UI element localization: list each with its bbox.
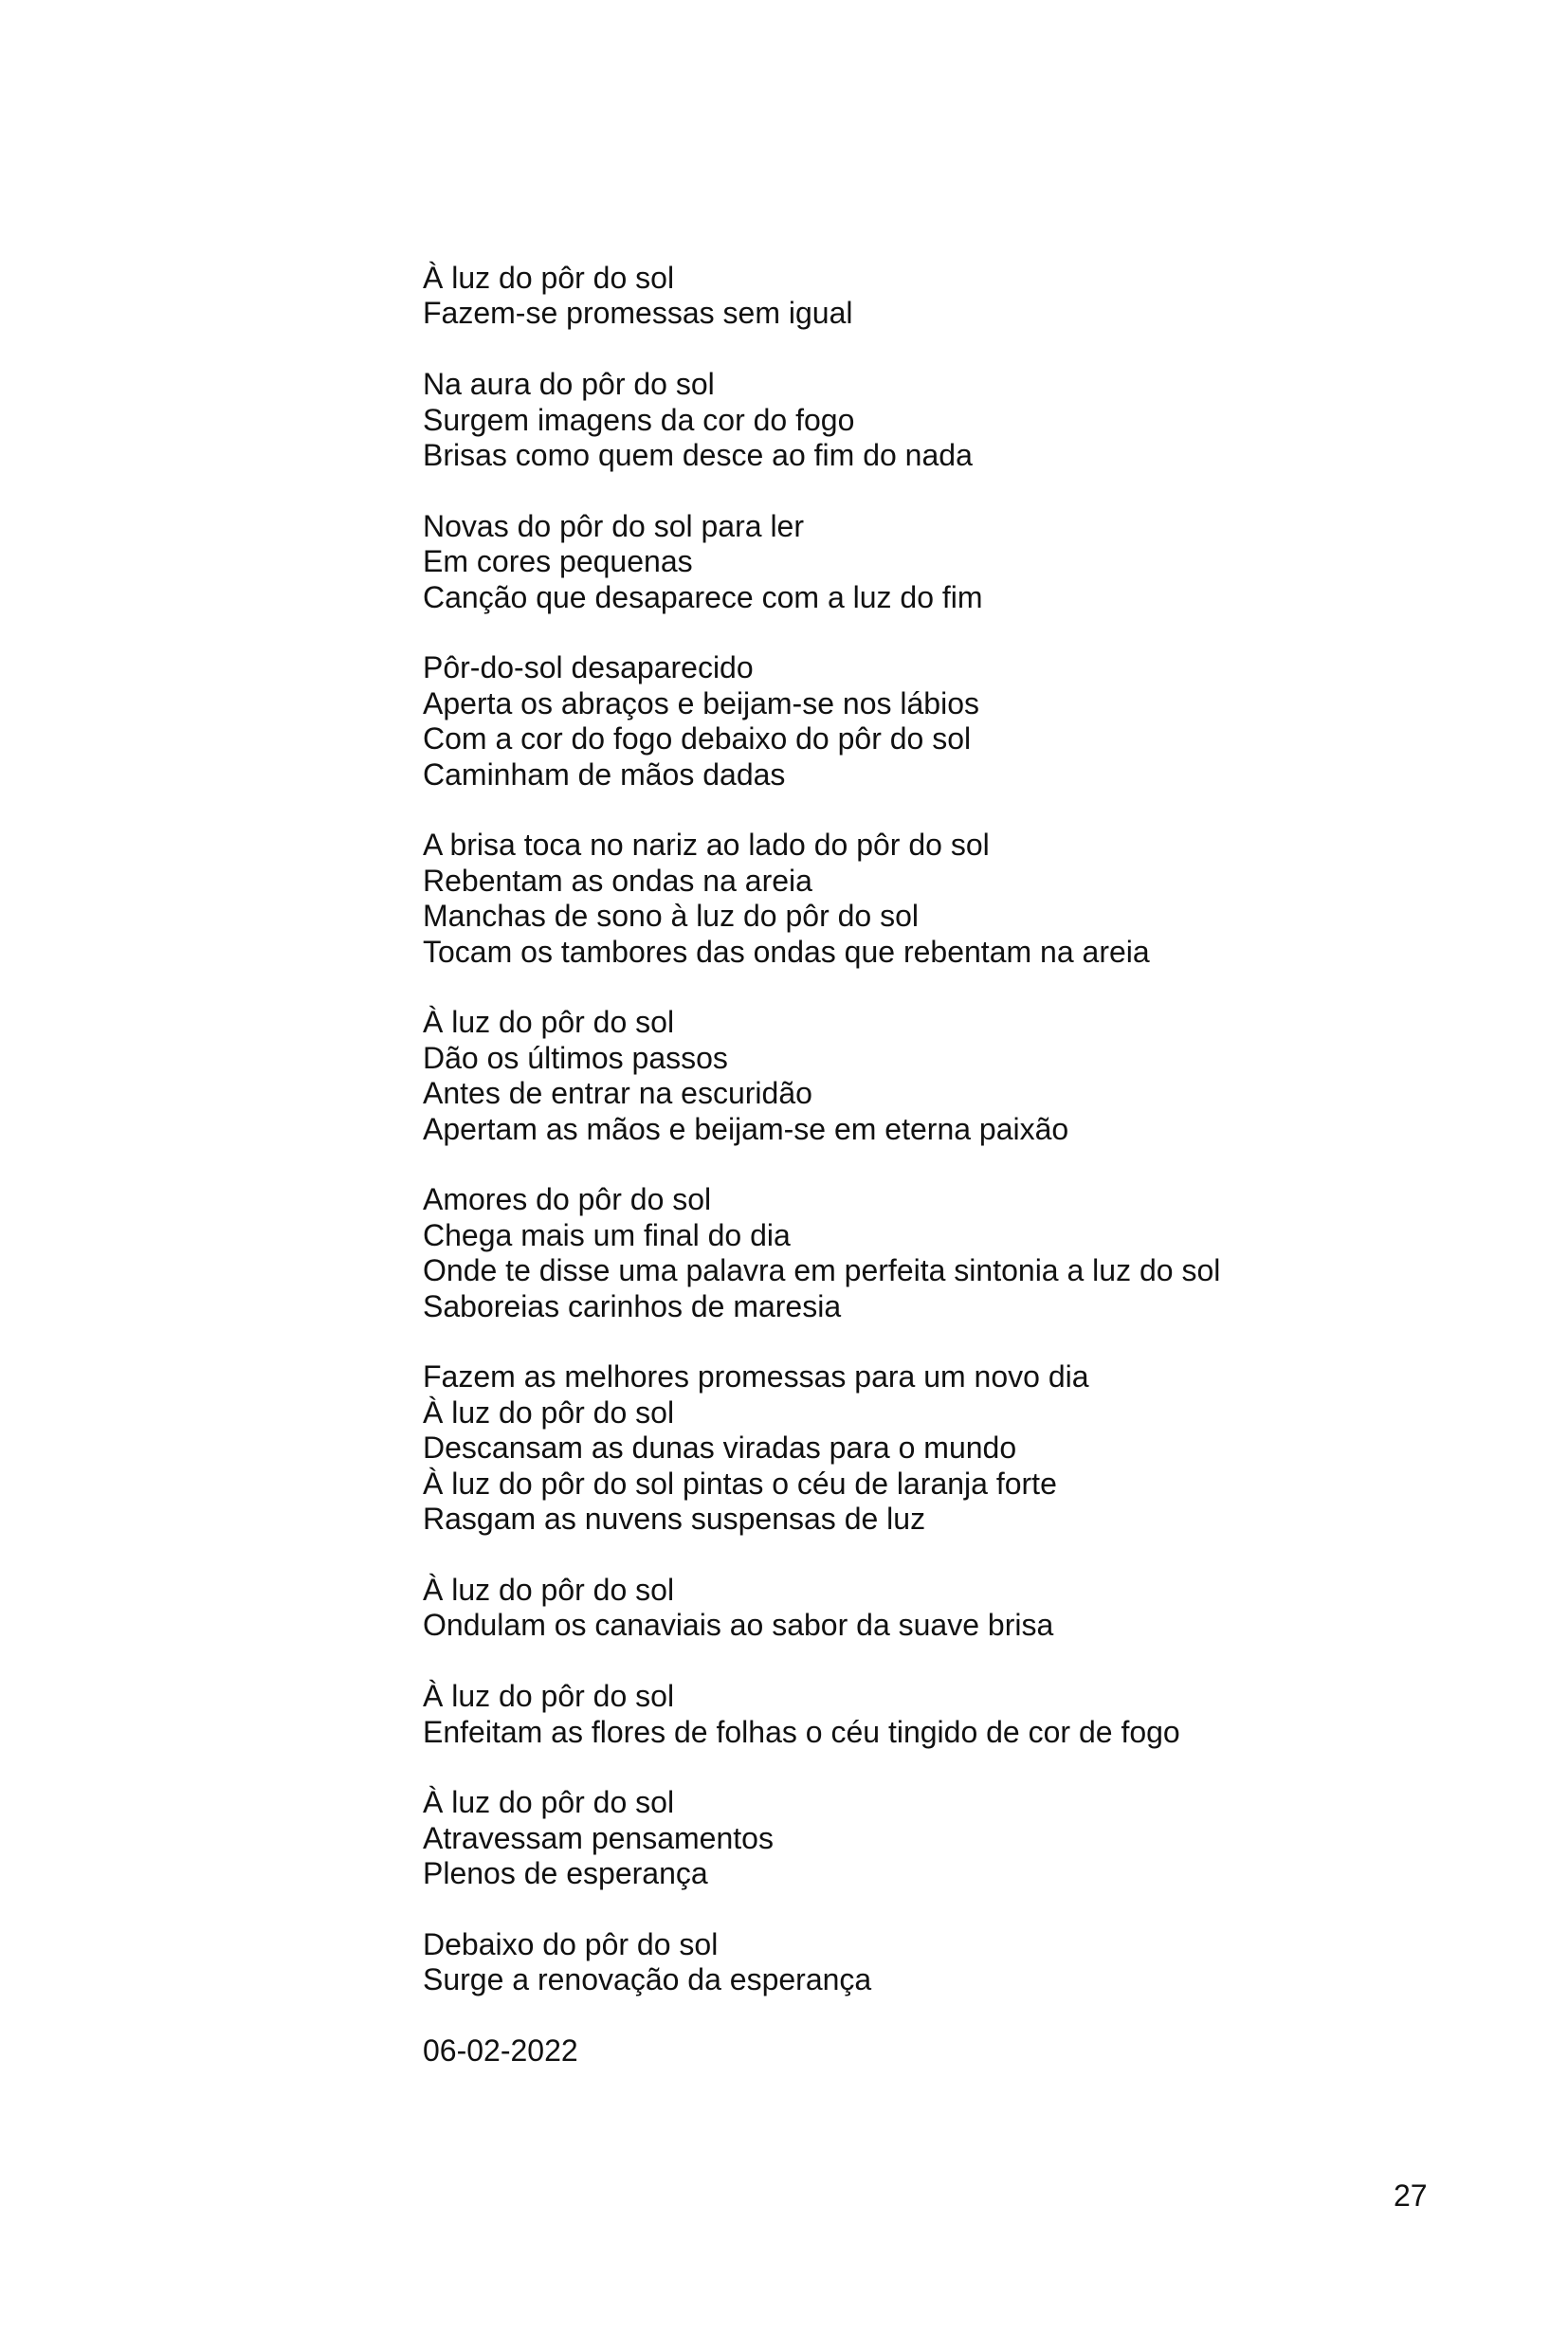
poem-line: Manchas de sono à luz do pôr do sol bbox=[423, 899, 919, 934]
poem-line: A brisa toca no nariz ao lado do pôr do sol bbox=[423, 828, 990, 863]
poem-line: Plenos de esperança bbox=[423, 1856, 708, 1891]
poem-line: Novas do pôr do sol para ler bbox=[423, 508, 804, 543]
poem-line: Em cores pequenas bbox=[423, 544, 693, 579]
stanza bbox=[423, 1182, 1466, 1324]
poem-line: À luz do pôr do sol bbox=[423, 1005, 675, 1040]
poem-line: Amores do pôr do sol bbox=[423, 1182, 712, 1217]
poem-line: À luz do pôr do sol bbox=[423, 261, 675, 295]
poem-line: Canção que desaparece com a luz do fim bbox=[423, 579, 983, 614]
poem-line: Rasgam as nuvens suspensas de luz bbox=[423, 1502, 926, 1537]
poem-line: Chega mais um final do dia bbox=[423, 1217, 791, 1252]
poem-line: Onde te disse uma palavra em perfeita sintonia a luz do sol bbox=[423, 1253, 1221, 1288]
poem-body bbox=[423, 261, 1466, 2069]
poem-line: Saboreias carinhos de maresia bbox=[423, 1288, 842, 1323]
stanza bbox=[423, 1005, 1466, 1147]
poem-line: Dão os últimos passos bbox=[423, 1040, 728, 1075]
poem-line: Rebentam as ondas na areia bbox=[423, 863, 812, 898]
stanza bbox=[423, 828, 1466, 970]
stanza bbox=[423, 650, 1466, 793]
poem-line: Surge a renovação da esperança bbox=[423, 1962, 872, 1997]
stanza bbox=[423, 1927, 1466, 1998]
poem-line: Antes de entrar na escuridão bbox=[423, 1076, 812, 1111]
stanza bbox=[423, 1359, 1466, 1537]
stanza bbox=[423, 1679, 1466, 1750]
poem-line: Atravessam pensamentos bbox=[423, 1820, 774, 1855]
poem-line: À luz do pôr do sol bbox=[423, 1679, 675, 1714]
stanza bbox=[423, 509, 1466, 615]
poem-line: Ondulam os canaviais ao sabor da suave brisa bbox=[423, 1608, 1054, 1643]
poem-line: Debaixo do pôr do sol bbox=[423, 1926, 719, 1961]
poem-line: Surgem imagens da cor do fogo bbox=[423, 402, 855, 437]
poem-line: Brisas como quem desce ao fim do nada bbox=[423, 438, 973, 473]
poem-line: À luz do pôr do sol pintas o céu de laranja forte bbox=[423, 1466, 1057, 1501]
poem-date: 06-02-2022 bbox=[423, 2033, 578, 2069]
poem-line: Descansam as dunas viradas para o mundo bbox=[423, 1431, 1017, 1466]
poem-line: Aperta os abraços e beijam-se nos lábios bbox=[423, 685, 979, 720]
poem-line: À luz do pôr do sol bbox=[423, 1785, 675, 1820]
stanza bbox=[423, 1573, 1466, 1644]
stanza bbox=[423, 261, 1466, 332]
poem-line: Fazem-se promessas sem igual bbox=[423, 296, 853, 331]
poem-line: Apertam as mãos e beijam-se em eterna paixão bbox=[423, 1111, 1069, 1146]
poem-line: Tocam os tambores das ondas que rebentam na areia bbox=[423, 934, 1150, 969]
poem-line: À luz do pôr do sol bbox=[423, 1572, 675, 1607]
page-number: 27 bbox=[1394, 2178, 1428, 2213]
stanza bbox=[423, 367, 1466, 473]
poem-line: À luz do pôr do sol bbox=[423, 1394, 675, 1430]
poem-line: Enfeitam as flores de folhas o céu tingido de cor de fogo bbox=[423, 1714, 1180, 1749]
poem-line: Caminham de mãos dadas bbox=[423, 756, 786, 792]
stanza bbox=[423, 1785, 1466, 1891]
poem-line: Pôr-do-sol desaparecido bbox=[423, 650, 754, 685]
poem-line: Na aura do pôr do sol bbox=[423, 367, 715, 402]
poem-line: Com a cor do fogo debaixo do pôr do sol bbox=[423, 721, 972, 756]
poem-line: Fazem as melhores promessas para um novo dia bbox=[423, 1359, 1089, 1394]
